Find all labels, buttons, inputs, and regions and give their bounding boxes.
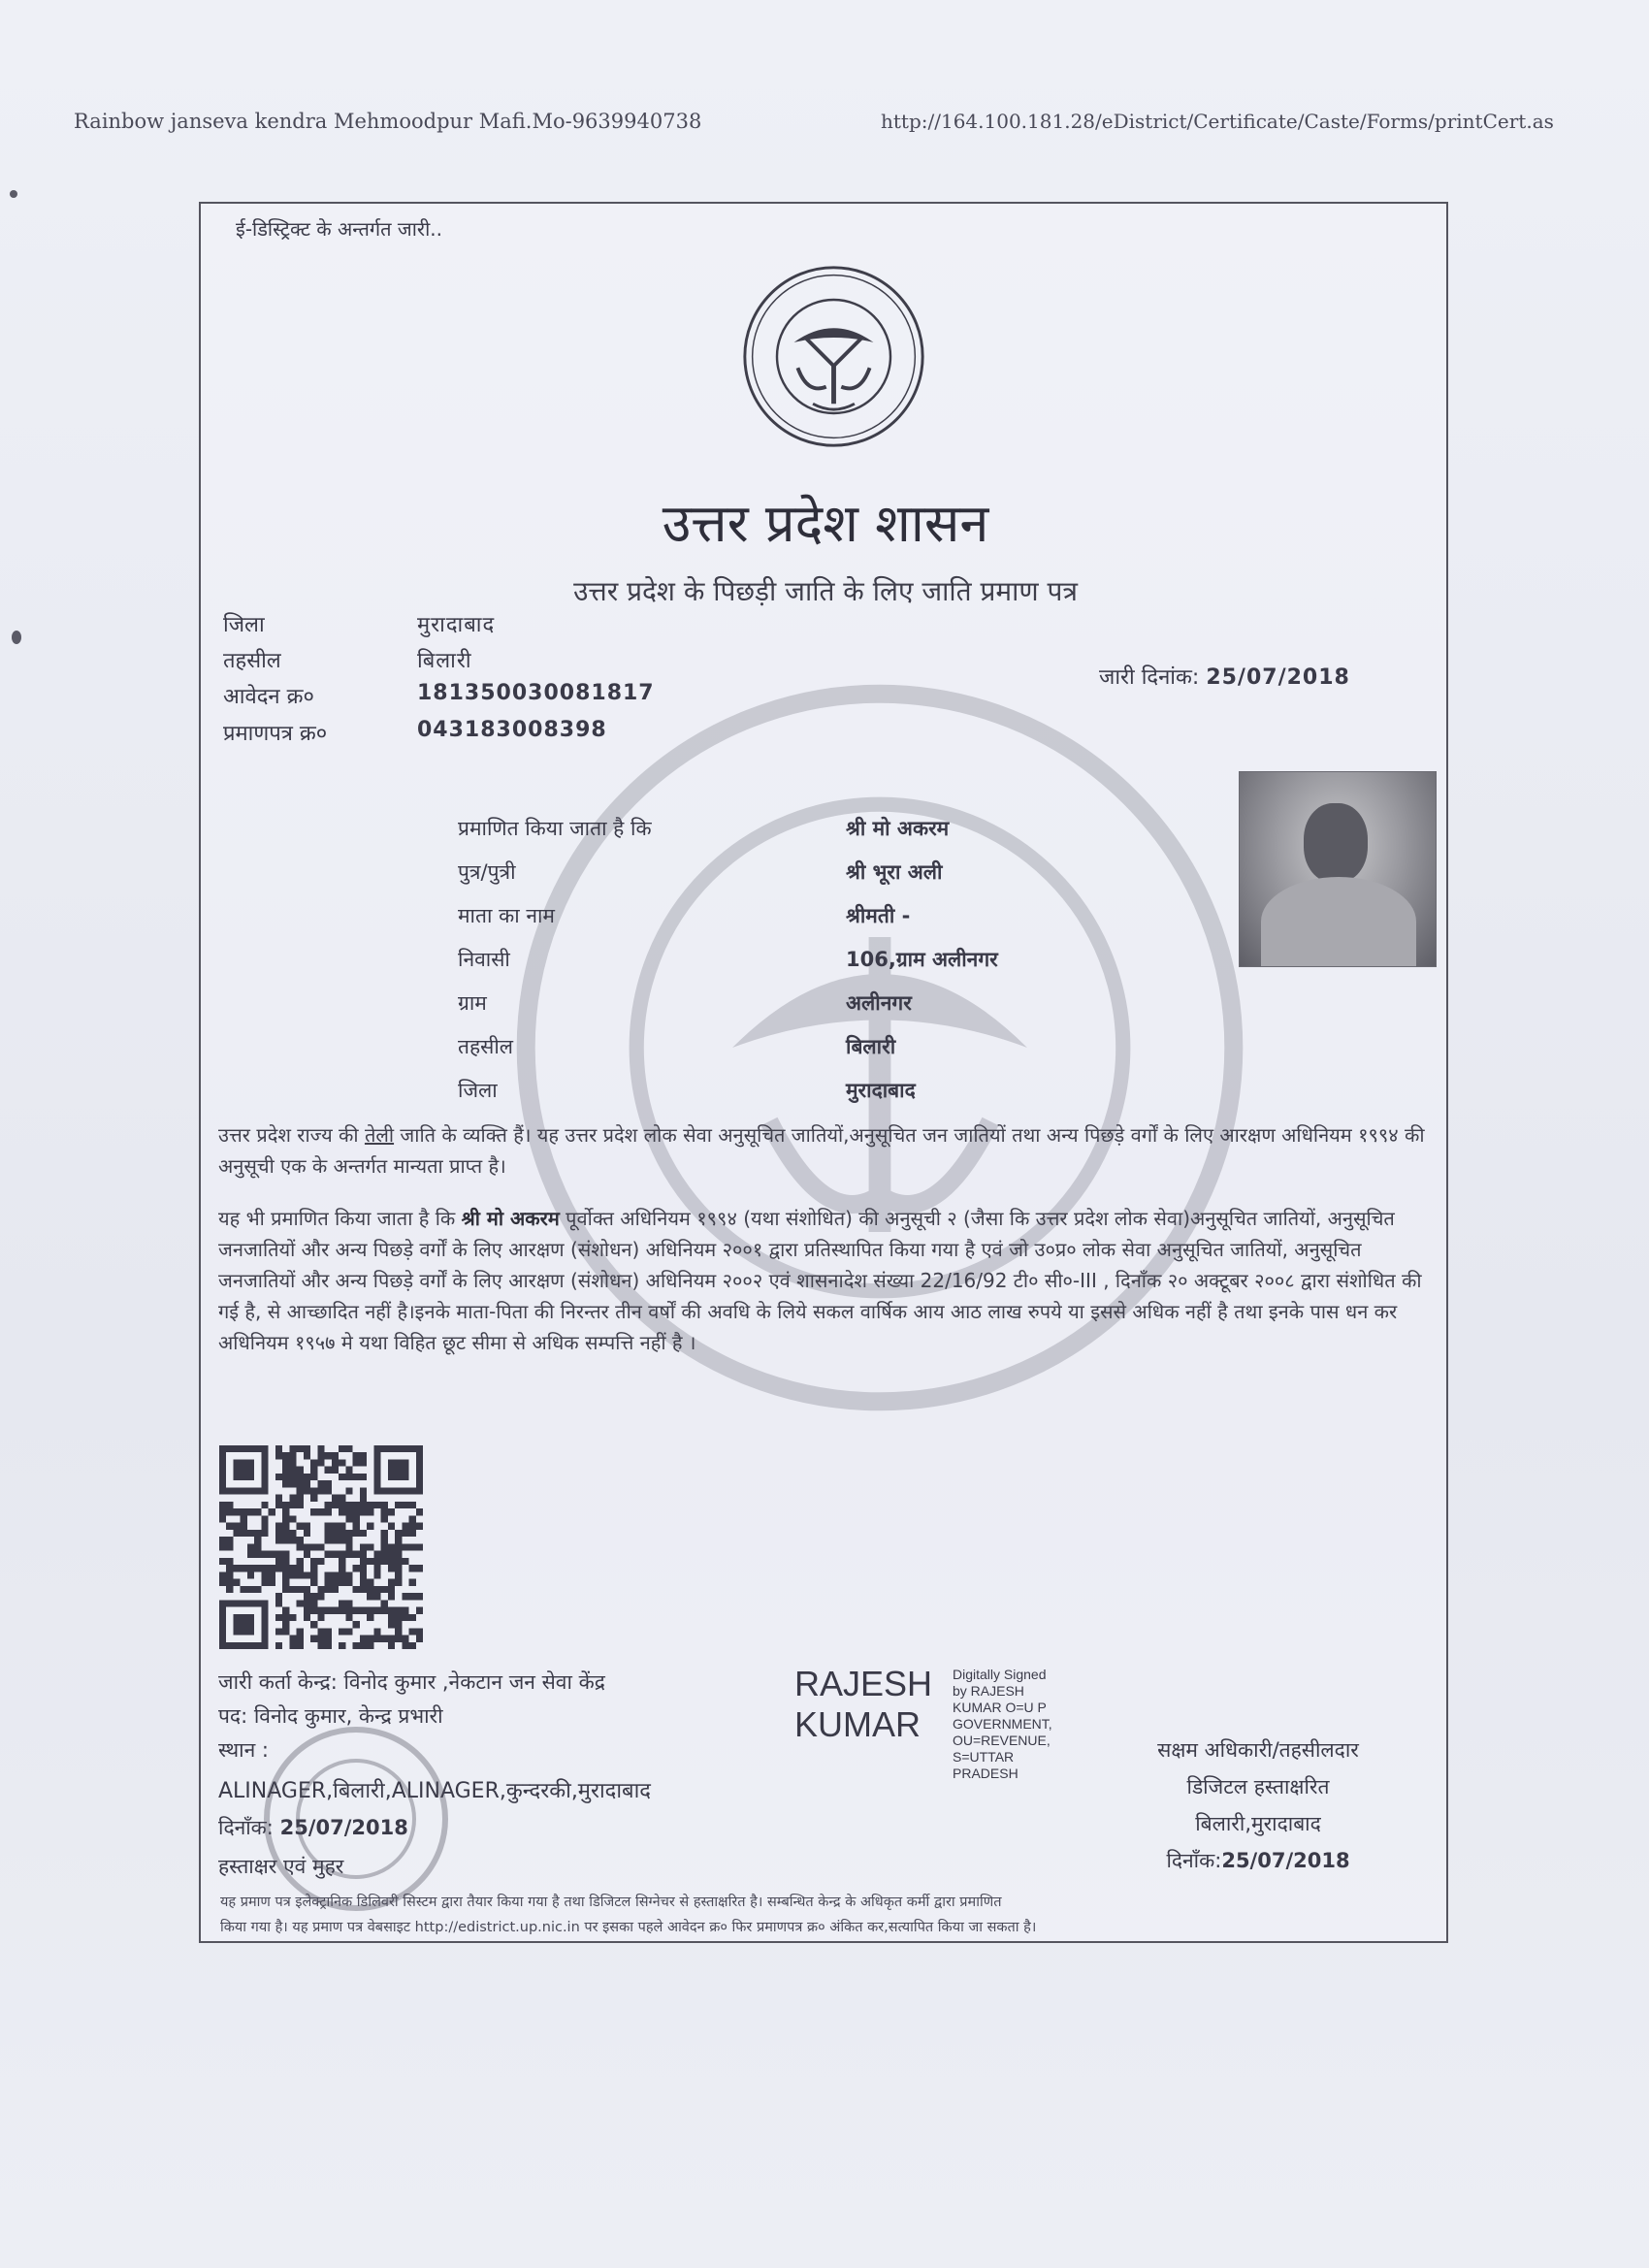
- signature-detail-line: OU=REVENUE,: [953, 1733, 1051, 1748]
- center-date-label: दिनाँक:: [218, 1816, 274, 1839]
- issued-under-note: ई-डिस्ट्रिक्ट के अन्तर्गत जारी..: [236, 217, 442, 241]
- issuing-post: पद: विनोद कुमार, केन्द्र प्रभारी: [218, 1704, 443, 1728]
- detail-label-mother: माता का नाम: [458, 904, 555, 927]
- para2-text-start: यह भी प्रमाणित किया जाता है कि: [218, 1207, 462, 1230]
- applicant-photo: [1239, 771, 1437, 967]
- authority-location: बिलारी,मुरादाबाद: [1195, 1812, 1321, 1835]
- authority-date-value: 25/07/2018: [1221, 1849, 1350, 1872]
- issue-date: [1099, 662, 1350, 691]
- field-label-certificate-no: प्रमाणपत्र क्र०: [223, 722, 328, 746]
- center-date-value: 25/07/2018: [279, 1816, 408, 1839]
- print-header-left: Rainbow janseva kendra Mehmoodpur Mafi.Mo-9639940738: [74, 110, 702, 133]
- signature-detail-line: GOVERNMENT,: [953, 1716, 1052, 1732]
- caste-statement-paragraph: [218, 1119, 1436, 1182]
- field-value-district: मुरादाबाद: [417, 613, 496, 637]
- authority-digital-signed: डिजिटल हस्ताक्षरित: [1186, 1775, 1330, 1798]
- detail-value-village: अलीनगर: [846, 991, 912, 1015]
- round-stamp-icon: [259, 1722, 453, 1916]
- issue-date-value: 25/07/2018: [1206, 665, 1350, 690]
- detail-value-tehsil: बिलारी: [846, 1035, 896, 1058]
- detail-label-village: ग्राम: [458, 991, 487, 1015]
- issuing-center: जारी कर्ता केन्द्र: विनोद कुमार ,नेकटान जन सेवा केंद्र: [218, 1670, 605, 1694]
- signature-detail-line: S=UTTAR: [953, 1749, 1015, 1765]
- detail-value-resident: 106,ग्राम अलीनगर: [846, 948, 998, 971]
- field-label-application-no: आवेदन क्र०: [223, 685, 314, 709]
- photo-head-shape: [1304, 803, 1368, 883]
- field-value-certificate-no: 043183008398: [417, 718, 607, 742]
- detail-label-tehsil: तहसील: [458, 1035, 513, 1058]
- place-label: स्थान :: [218, 1738, 270, 1762]
- digital-signature-name: [794, 1664, 932, 1745]
- signature-detail-line: by RAJESH: [953, 1683, 1024, 1699]
- up-government-emblem-icon: [739, 262, 928, 451]
- field-value-tehsil: बिलारी: [417, 649, 472, 673]
- field-value-application-no: 181350030081817: [417, 681, 655, 705]
- scan-speck: [12, 631, 21, 644]
- detail-value-father: श्री भूरा अली: [846, 860, 943, 884]
- footnote-line2: किया गया है। यह प्रमाण पत्र वेबसाइट http://edistrict.up.nic.in पर इसका पहले आवेदन क्र० फिर प्रमाणपत्र क्र० अंकित कर,सत्यापित किया जा सकता है।: [220, 1920, 1037, 1935]
- authority-date: [1074, 1847, 1442, 1874]
- detail-label-district: जिला: [458, 1079, 498, 1102]
- digital-signature-details: [953, 1667, 1052, 1782]
- detail-label-son-daughter: पुत्र/पुत्री: [458, 860, 516, 884]
- detail-value-mother: श्रीमती -: [846, 904, 911, 927]
- photo-body-shape: [1261, 877, 1416, 966]
- signature-detail-line: PRADESH: [953, 1766, 1018, 1781]
- signature-detail-line: KUMAR O=U P: [953, 1700, 1047, 1715]
- detail-label-resident: निवासी: [458, 948, 510, 971]
- print-header-url: http://164.100.181.28/eDistrict/Certificate/Caste/Forms/printCert.as: [881, 110, 1554, 133]
- authority-designation: सक्षम अधिकारी/तहसीलदार: [1157, 1738, 1359, 1762]
- caste-name: तेली: [364, 1123, 395, 1147]
- field-label-tehsil: तहसील: [223, 649, 281, 673]
- certificate-subtitle: उत्तर प्रदेश के पिछड़ी जाति के लिए जाति प्रमाण पत्र: [573, 575, 1078, 607]
- signature-seal-label: हस्ताक्षर एवं मुहर: [218, 1855, 344, 1878]
- authority-date-label: दिनाँक:: [1166, 1849, 1222, 1872]
- issue-date-label: जारी दिनांक:: [1099, 665, 1200, 690]
- signature-name-line2: KUMAR: [794, 1704, 922, 1744]
- certificate-title: उत्तर प्रदेश शासन: [662, 493, 989, 554]
- para2-text-end: पूर्वोक्त अधिनियम १९९४ (यथा संशोधित) की अनुसूची २ (जैसा कि उत्तर प्रदेश लोक सेवा)अनुसूचित जातियों, अनुसूचित जनजातियों और अन्य पिछड़े वर्गों के लिए आरक्षण (संशोधन) अधिनियम २००१ द्वारा प्रतिस्थापित किया गया है एवं जो उ०प्र० लोक सेवा अनुसूचित जातियों, अनुसूचित जनजातियों और अन्य पिछड़े वर्गों के लिए आरक्षण (संशोधन) अधिनियम २००२ एवं शासनादेश संख्या 22/16/92 टी० सी०-III , दिनाँक २० अक्टूबर २००८ द्वारा संशोधित की गई है, से आच्छादित नहीं है।इनके माता-पिता की निरन्तर तीन वर्षों की अवधि के लिये सकल वार्षिक आय आठ लाख रुपये या इससे अधिक नहीं है तथा इनके पास धन कर अधिनियम १९५७ मे यथा विहित छूट सीमा से अधिक सम्पत्ति नहीं है ।: [218, 1207, 1422, 1354]
- detail-value-district: मुरादाबाद: [846, 1079, 916, 1102]
- signature-name-line1: RAJESH: [794, 1664, 933, 1703]
- detail-label-certified: प्रमाणित किया जाता है कि: [458, 817, 652, 840]
- signature-detail-line: Digitally Signed: [953, 1667, 1047, 1682]
- para1-text-end: जाति के व्यक्ति हैं। यह उत्तर प्रदेश लोक सेवा अनुसूचित जातियों,अनुसूचित जन जातियों तथा अन्य पिछड़े वर्गों के लिए आरक्षण अधिनियम १९९४ की अनुसूची एक के अन्तर्गत मान्यता प्राप्त है।: [218, 1123, 1425, 1178]
- para2-applicant-name: श्री मो अकरम: [461, 1207, 560, 1230]
- place-value: ALINAGER,बिलारी,ALINAGER,कुन्दरकी,मुरादाबाद: [218, 1779, 651, 1803]
- scan-speck: [10, 190, 17, 198]
- footnote-line1: यह प्रमाण पत्र इलेक्ट्रानिक डिलिवरी सिस्टम द्वारा तैयार किया गया है तथा डिजिटल सिग्नेचर से हस्ताक्षरित है। सम्बन्धित केन्द्र के अधिकृत कर्मी द्वारा प्रमाणित: [220, 1895, 1002, 1910]
- qr-code-icon: [219, 1445, 423, 1649]
- certificate-frame: [199, 202, 1448, 1943]
- para1-text-start: उत्तर प्रदेश राज्य की: [218, 1123, 365, 1147]
- detail-value-name: श्री मो अकरम: [846, 817, 950, 840]
- field-label-district: जिला: [223, 613, 265, 637]
- non-creamy-layer-paragraph: [218, 1203, 1436, 1358]
